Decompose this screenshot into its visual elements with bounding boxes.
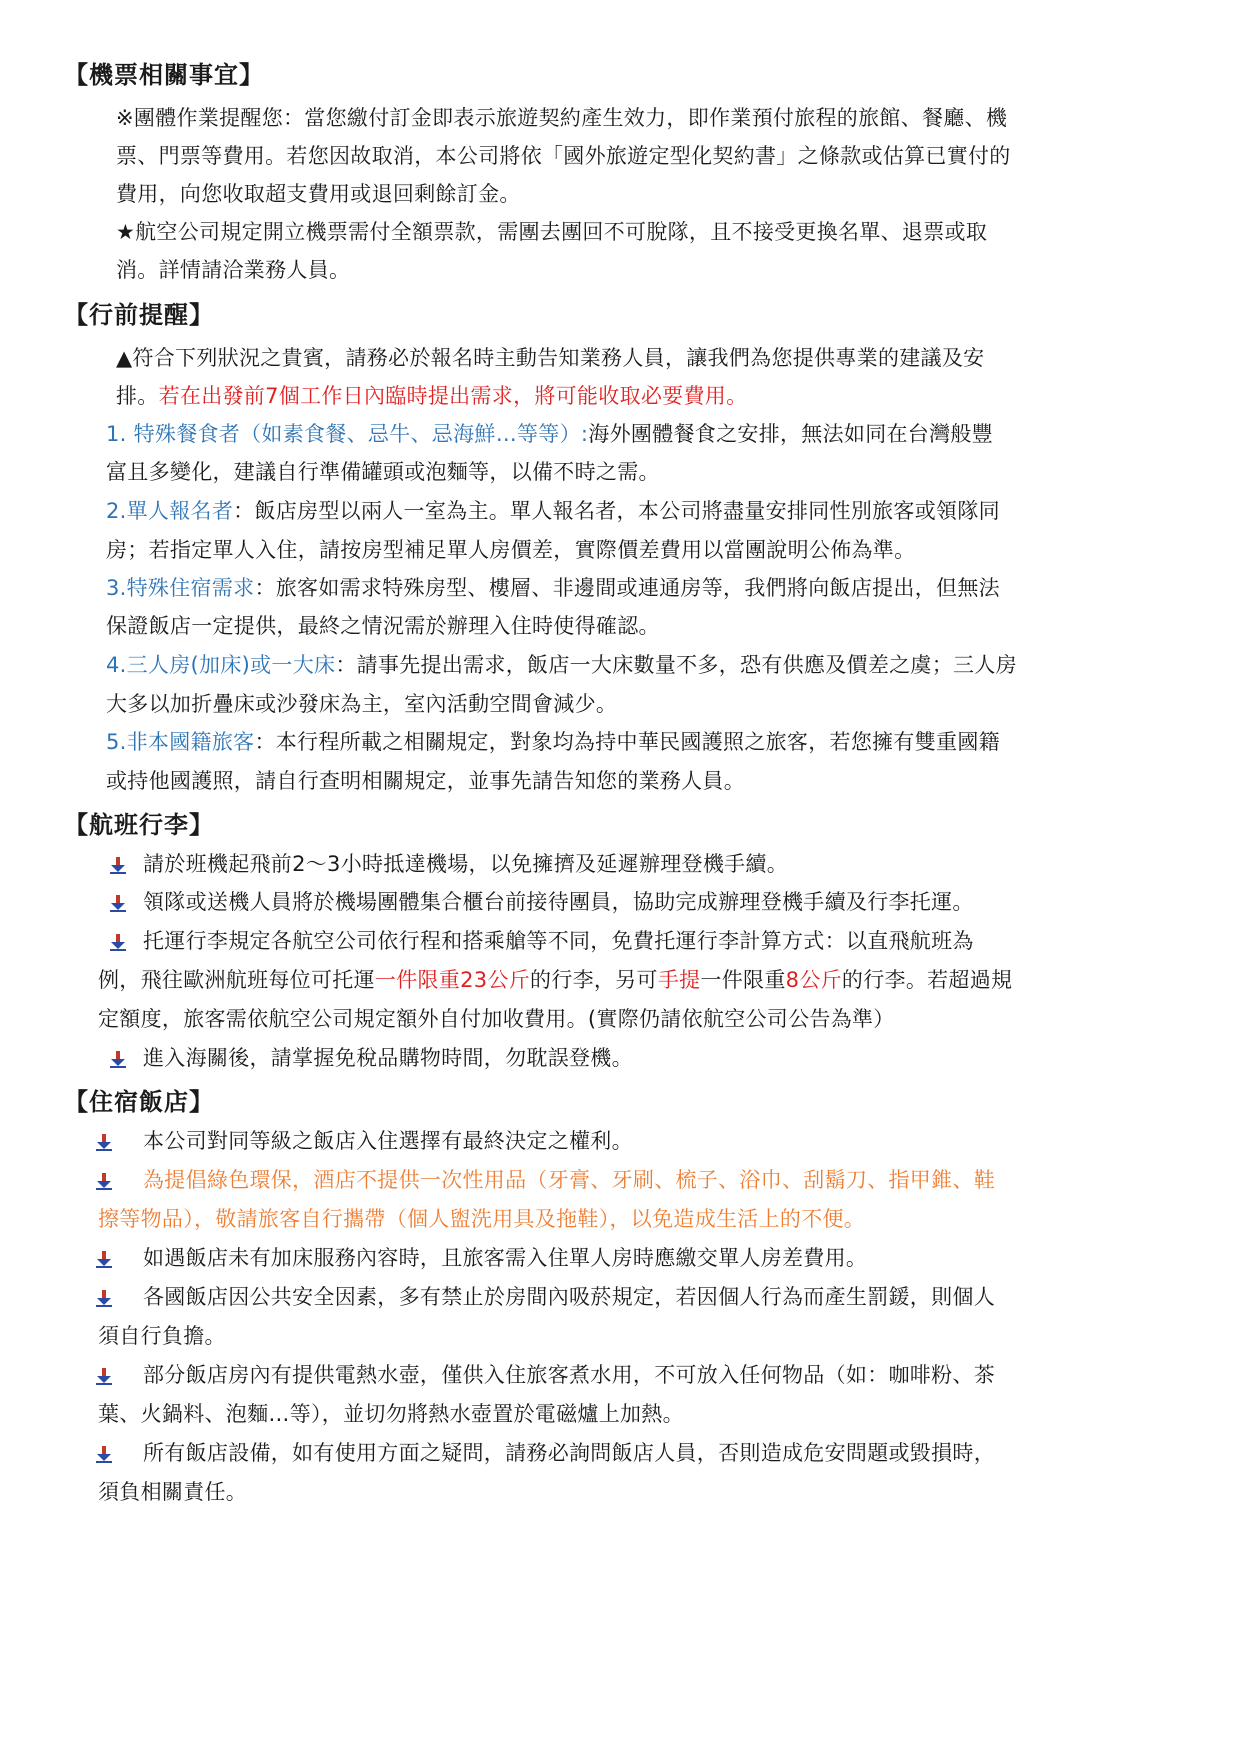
reminder-item-5-cont: 或持他國護照，請自行查明相關規定，並事先請告知您的業務人員。 xyxy=(106,769,745,793)
section-heading-hotel: 【住宿飯店】 xyxy=(64,1088,214,1116)
hotel-bullet-1: 本公司對同等級之飯店入住選擇有最終決定之權利。 xyxy=(143,1129,633,1153)
hotel-bullet-6: 所有飯店設備，如有使用方面之疑問，請務必詢問飯店人員，否則造成危安問題或毀損時， xyxy=(143,1441,995,1465)
reminder-item-3 xyxy=(106,574,1000,602)
reminder-line-2-text: 排。 xyxy=(116,384,159,408)
carry-on-weight: 8公斤 xyxy=(785,968,842,992)
tickets-line-2: 票、門票等費用。若您因故取消，本公司將依「國外旅遊定型化契約書」之條款或估算已實付的 xyxy=(116,144,1011,168)
down-arrow-bullet-icon xyxy=(94,1132,114,1152)
tickets-line-4: ★航空公司規定開立機票需付全額票款，需團去團回不可脫隊，且不接受更換名單、退票或取 xyxy=(116,220,988,244)
luggage-bullet-2: 領隊或送機人員將於機場團體集合櫃台前接待團員，協助完成辦理登機手續及行李托運。 xyxy=(143,890,974,914)
luggage-bullet-3: 托運行李規定各航空公司依行程和搭乘艙等不同，免費托運行李計算方式：以直飛航班為 xyxy=(143,929,974,953)
hotel-bullet-3: 如遇飯店未有加床服務內容時，且旅客需入住單人房時應繳交單人房差費用。 xyxy=(143,1246,868,1270)
item-2-text: ：飯店房型以兩人一室為主。單人報名者，本公司將盡量安排同性別旅客或領隊同 xyxy=(233,499,1000,523)
reminder-line-1: ▲符合下列狀況之貴賓，請務必於報名時主動告知業務人員，讓我們為您提供專業的建議及安 xyxy=(116,346,985,370)
down-arrow-bullet-icon xyxy=(94,1288,114,1308)
reminder-item-4-cont: 大多以加折疊床或沙發床為主，室內活動空間會減少。 xyxy=(106,692,618,716)
reminder-item-1 xyxy=(106,420,993,448)
item-3-text: ：旅客如需求特殊房型、樓層、非邊間或連通房等，我們將向飯店提出，但無法 xyxy=(254,576,1000,600)
tickets-line-3: 費用，向您收取超支費用或退回剩餘訂金。 xyxy=(116,182,521,206)
checked-baggage-limit: 一件限重23公斤 xyxy=(374,968,531,992)
item-2-title: 2.單人報名者 xyxy=(106,499,234,523)
down-arrow-bullet-icon xyxy=(94,1366,114,1386)
hotel-bullet-2-line-2: 擦等物品），敬請旅客自行攜帶（個人盥洗用具及拖鞋），以免造成生活上的不便。 xyxy=(98,1207,866,1231)
hotel-bullet-4-line-2: 須自行負擔。 xyxy=(98,1324,226,1348)
section-heading-tickets: 【機票相關事宜】 xyxy=(64,61,264,89)
luggage-bullet-1: 請於班機起飛前2～3小時抵達機場，以免擁擠及延遲辦理登機手續。 xyxy=(143,852,789,876)
hotel-bullet-2: 為提倡綠色環保，酒店不提供一次性用品（牙膏、牙刷、梳子、浴巾、刮鬍刀、指甲錐、鞋 xyxy=(143,1168,995,1192)
down-arrow-bullet-icon xyxy=(94,1249,114,1269)
item-5-text: ：本行程所載之相關規定，對象均為持中華民國護照之旅客，若您擁有雙重國籍 xyxy=(254,730,1000,754)
tickets-line-5: 消。詳情請洽業務人員。 xyxy=(116,258,351,282)
reminder-line-2 xyxy=(116,382,747,410)
item-1-title: 1. 特殊餐食者（如素食餐、忌牛、忌海鮮…等等）: xyxy=(106,422,589,446)
reminder-item-3-cont: 保證飯店一定提供，最終之情況需於辦理入住時使得確認。 xyxy=(106,614,660,638)
down-arrow-bullet-icon xyxy=(108,1049,128,1069)
item-4-text: ：請事先提出需求，飯店一大床數量不多，恐有供應及價差之虞；三人房 xyxy=(335,653,1017,677)
carry-on-label: 手提 xyxy=(657,968,701,992)
item-3-title: 3.特殊住宿需求 xyxy=(106,576,255,600)
reminder-item-2-cont: 房；若指定單人入住，請按房型補足單人房價差，實際價差費用以當團說明公佈為準。 xyxy=(106,538,916,562)
reminder-fee-warning: 若在出發前7個工作日內臨時提出需求，將可能收取必要費用。 xyxy=(158,384,748,408)
reminder-item-4 xyxy=(106,651,1017,679)
hotel-bullet-5: 部分飯店房內有提供電熱水壺，僅供入住旅客煮水用，不可放入任何物品（如：咖啡粉、茶 xyxy=(143,1363,995,1387)
item-4-title: 4.三人房(加床)或一大床 xyxy=(106,653,336,677)
luggage-bullet-3-line-3: 定額度，旅客需依航空公司規定額外自付加收費用。(實際仍請依航空公司公告為準） xyxy=(98,1007,895,1031)
down-arrow-bullet-icon xyxy=(108,855,128,875)
hotel-bullet-4: 各國飯店因公共安全因素，多有禁止於房間內吸菸規定，若因個人行為而產生罰鍰，則個人 xyxy=(143,1285,995,1309)
luggage-text: 例，飛往歐洲航班每位可托運 xyxy=(98,968,375,992)
down-arrow-bullet-icon xyxy=(94,1171,114,1191)
luggage-bullet-3-line-2 xyxy=(98,966,1012,994)
down-arrow-bullet-icon xyxy=(108,893,128,913)
hotel-bullet-6-line-2: 須負相關責任。 xyxy=(98,1480,248,1504)
tickets-line-1: ※團體作業提醒您：當您繳付訂金即表示旅遊契約產生效力，即作業預付旅程的旅館、餐廳、機 xyxy=(116,106,1008,130)
luggage-text: 一件限重 xyxy=(700,968,786,992)
section-heading-reminder: 【行前提醒】 xyxy=(64,301,214,329)
item-5-title: 5.非本國籍旅客 xyxy=(106,730,255,754)
hotel-bullet-5-line-2: 葉、火鍋料、泡麵…等），並切勿將熱水壺置於電磁爐上加熱。 xyxy=(98,1402,684,1426)
down-arrow-bullet-icon xyxy=(108,932,128,952)
section-heading-luggage: 【航班行李】 xyxy=(64,811,214,839)
reminder-item-2 xyxy=(106,497,1000,525)
luggage-text: 的行李。若超過規 xyxy=(841,968,1013,992)
luggage-text: 的行李，另可 xyxy=(530,968,658,992)
reminder-item-1-cont: 富且多變化，建議自行準備罐頭或泡麵等，以備不時之需。 xyxy=(106,460,660,484)
item-1-text: 海外團體餐食之安排，無法如同在台灣般豐 xyxy=(588,422,993,446)
luggage-bullet-4: 進入海關後，請掌握免稅品購物時間，勿耽誤登機。 xyxy=(143,1046,633,1070)
reminder-item-5 xyxy=(106,728,1000,756)
down-arrow-bullet-icon xyxy=(94,1444,114,1464)
